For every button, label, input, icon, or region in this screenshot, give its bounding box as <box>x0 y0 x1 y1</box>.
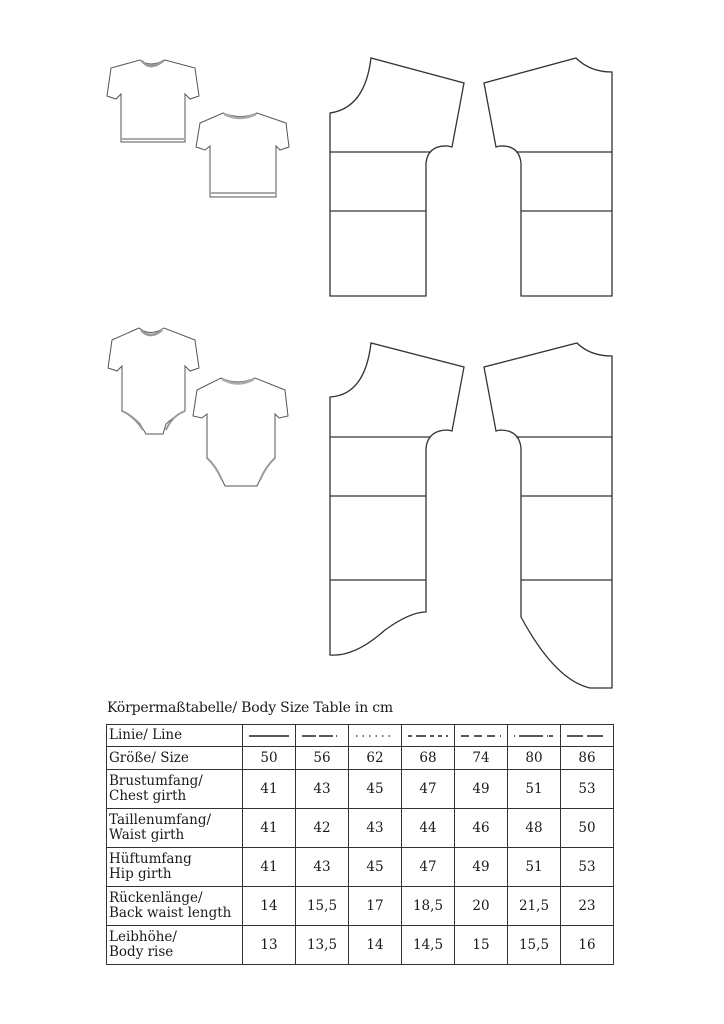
cell: 51 <box>508 848 561 887</box>
label-de: Taillenumfang/ <box>109 812 212 828</box>
line-sample-dash-longdash <box>406 733 450 739</box>
label-en: Back waist length <box>109 905 232 921</box>
line-sample-dotted <box>353 733 397 739</box>
waist-girth-row <box>107 809 614 848</box>
row-label <box>107 848 243 887</box>
table-title: Körpermaßtabelle/ Body Size Table in cm <box>107 700 393 716</box>
row-label <box>107 887 243 926</box>
cell: 43 <box>349 809 402 848</box>
cell: 45 <box>349 770 402 809</box>
cell: 51 <box>508 770 561 809</box>
label-en: Hip girth <box>109 866 172 882</box>
cell: 49 <box>455 848 508 887</box>
label-en: Chest girth <box>109 788 187 804</box>
cell: 20 <box>455 887 508 926</box>
tshirt-back-pattern <box>484 58 612 296</box>
row-label <box>107 926 243 965</box>
cell: 42 <box>296 809 349 848</box>
cell: 17 <box>349 887 402 926</box>
cell: 41 <box>243 848 296 887</box>
cell: 50 <box>561 809 614 848</box>
hip-girth-row <box>107 848 614 887</box>
line-sample-dot-longdash-dot <box>512 733 556 739</box>
cell: 15,5 <box>296 887 349 926</box>
cell: 16 <box>561 926 614 965</box>
tshirt-front-sketch <box>107 60 199 142</box>
cell: 53 <box>561 848 614 887</box>
row-label <box>107 809 243 848</box>
label-en: Body rise <box>109 944 174 960</box>
body-size-table <box>106 724 614 965</box>
row-label: Linie/ Line <box>107 725 243 747</box>
cell: 49 <box>455 770 508 809</box>
cell: 48 <box>508 809 561 848</box>
cell: 18,5 <box>402 887 455 926</box>
cell: 50 <box>243 747 296 770</box>
cell: 13 <box>243 926 296 965</box>
cell: 62 <box>349 747 402 770</box>
bodysuit-back-pattern <box>484 343 612 688</box>
cell: 41 <box>243 770 296 809</box>
cell: 15 <box>455 926 508 965</box>
tshirt-back-sketch <box>196 113 289 197</box>
label-de: Hüftumfang <box>109 851 192 867</box>
line-sample-long-dash-dot <box>300 733 344 739</box>
body-rise-row <box>107 926 614 965</box>
bodysuit-back-sketch <box>193 378 288 486</box>
cell: 47 <box>402 770 455 809</box>
cell: 21,5 <box>508 887 561 926</box>
cell: 14,5 <box>402 926 455 965</box>
cell: 43 <box>296 770 349 809</box>
cell: 53 <box>561 770 614 809</box>
line-sample-dashed <box>459 733 503 739</box>
bodysuit-front-pattern <box>330 343 464 655</box>
label-de: Rückenlänge/ <box>109 890 203 906</box>
cell: 44 <box>402 809 455 848</box>
row-label: Größe/ Size <box>107 747 243 770</box>
cell: 14 <box>243 887 296 926</box>
cell: 46 <box>455 809 508 848</box>
cell: 86 <box>561 747 614 770</box>
line-style-row <box>107 725 614 747</box>
cell: 43 <box>296 848 349 887</box>
cell: 74 <box>455 747 508 770</box>
size-row <box>107 747 614 770</box>
cell: 15,5 <box>508 926 561 965</box>
bodysuit-front-sketch <box>108 328 199 434</box>
label-de: Leibhöhe/ <box>109 929 177 945</box>
cell: 41 <box>243 809 296 848</box>
cell: 14 <box>349 926 402 965</box>
cell: 68 <box>402 747 455 770</box>
label-en: Waist girth <box>109 827 185 843</box>
cell: 80 <box>508 747 561 770</box>
label-de: Brustumfang/ <box>109 773 203 789</box>
cell: 13,5 <box>296 926 349 965</box>
chest-girth-row <box>107 770 614 809</box>
line-sample-long-dashed <box>565 733 609 739</box>
cell: 23 <box>561 887 614 926</box>
back-waist-length-row <box>107 887 614 926</box>
row-label <box>107 770 243 809</box>
cell: 56 <box>296 747 349 770</box>
line-sample-solid <box>247 733 291 739</box>
cell: 45 <box>349 848 402 887</box>
tshirt-front-pattern <box>330 58 464 296</box>
cell: 47 <box>402 848 455 887</box>
